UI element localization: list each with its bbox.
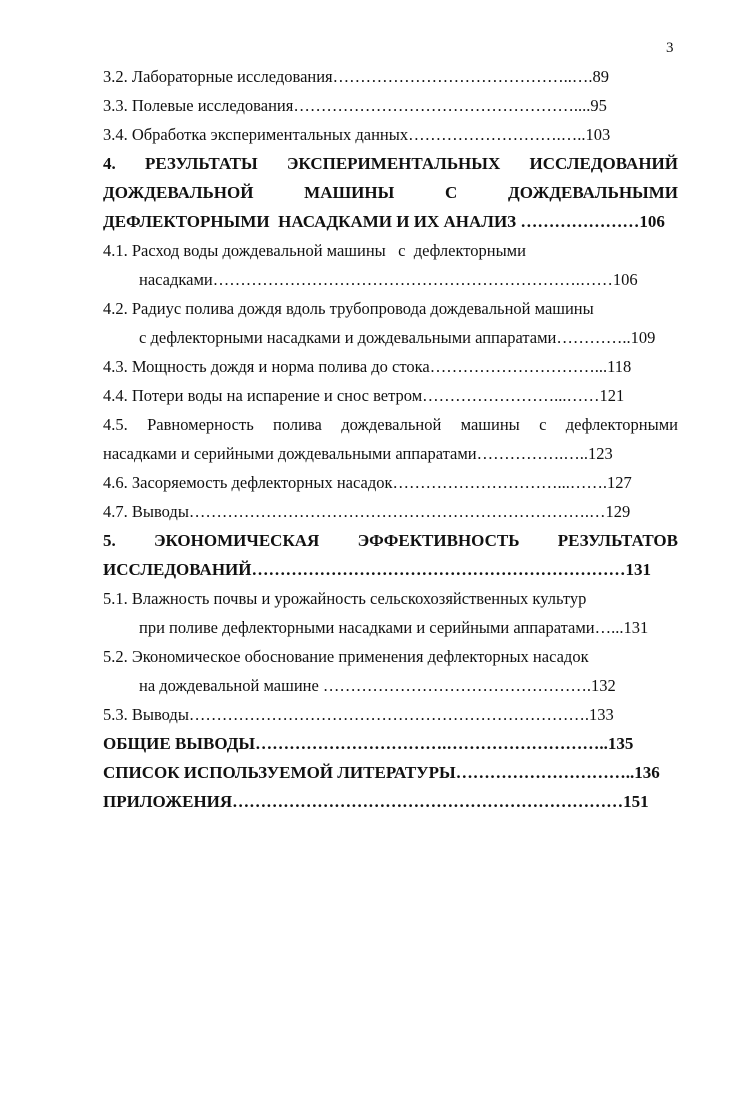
toc-entry-3-3: 3.3. Полевые исследования……………………………………………....95 — [103, 96, 607, 115]
page-number: 3 — [666, 40, 674, 56]
toc-entry-3-2: 3.2. Лабораторные исследования……………………………………..….89 — [103, 67, 610, 86]
toc-entry-4-4: 4.4. Потери воды на испарение и снос ветром……………………...……121 — [103, 386, 625, 405]
toc-entry-4-2-line-1: 4.2. Радиус полива дождя вдоль трубопровода дождевальной машины — [103, 299, 594, 318]
toc-chapter-5-line-2: ИССЛЕДОВАНИЙ…………………………………………………………131 — [103, 560, 651, 579]
toc-chapter-4-line-2: ДОЖДЕВАЛЬНОЙ МАШИНЫ С ДОЖДЕВАЛЬНЫМИ — [103, 183, 678, 202]
toc-appendices: ПРИЛОЖЕНИЯ……………………………………………………………151 — [103, 792, 649, 811]
toc-chapter-4-line-1: 4. РЕЗУЛЬТАТЫ ЭКСПЕРИМЕНТАЛЬНЫХ ИССЛЕДОВАНИЙ — [103, 154, 678, 173]
table-of-contents — [103, 62, 678, 816]
toc-entry-3-4: 3.4. Обработка экспериментальных данных……………………….…..103 — [103, 125, 611, 144]
toc-general-conclusions: ОБЩИЕ ВЫВОДЫ…………………………….………………………..135 — [103, 734, 634, 753]
toc-entry-4-2-line-2: с дефлекторными насадками и дождевальными аппаратами…………..109 — [139, 328, 656, 347]
toc-entry-4-1-line-2: насадками………………………………………………………….……106 — [139, 270, 638, 289]
toc-chapter-5-line-1: 5. ЭКОНОМИЧЕСКАЯ ЭФФЕКТИВНОСТЬ РЕЗУЛЬТАТОВ — [103, 531, 678, 550]
toc-entry-5-3: 5.3. Выводы……………………………………………………………….133 — [103, 705, 614, 724]
toc-entry-4-3: 4.3. Мощность дождя и норма полива до стока…………………………...118 — [103, 357, 632, 376]
toc-entry-5-1-line-1: 5.1. Влажность почвы и урожайность сельскохозяйственных культур — [103, 589, 587, 608]
toc-entry-4-5-line-1: 4.5. Равномерность полива дождевальной машины с дефлекторными — [103, 415, 678, 434]
toc-entry-4-5-line-2: насадками и серийными дождевальными аппаратами…………….…..123 — [103, 444, 613, 463]
toc-entry-4-7: 4.7. Выводы……………………………………………………………….…129 — [103, 502, 631, 521]
toc-chapter-4-line-3: ДЕФЛЕКТОРНЫМИ НАСАДКАМИ И ИХ АНАЛИЗ …………………106 — [103, 212, 665, 231]
toc-entry-4-6: 4.6. Засоряемость дефлекторных насадок…………………………...…….127 — [103, 473, 632, 492]
toc-references: СПИСОК ИСПОЛЬЗУЕМОЙ ЛИТЕРАТУРЫ…………………………..136 — [103, 763, 660, 782]
toc-entry-5-1-line-2: при поливе дефлекторными насадками и серийными аппаратами…...131 — [139, 618, 649, 637]
toc-entry-5-2-line-1: 5.2. Экономическое обоснование применения дефлекторных насадок — [103, 647, 589, 666]
toc-entry-4-1-line-1: 4.1. Расход воды дождевальной машины с дефлекторными — [103, 241, 526, 260]
toc-entry-5-2-line-2: на дождевальной машине ………………………………………….132 — [139, 676, 616, 695]
